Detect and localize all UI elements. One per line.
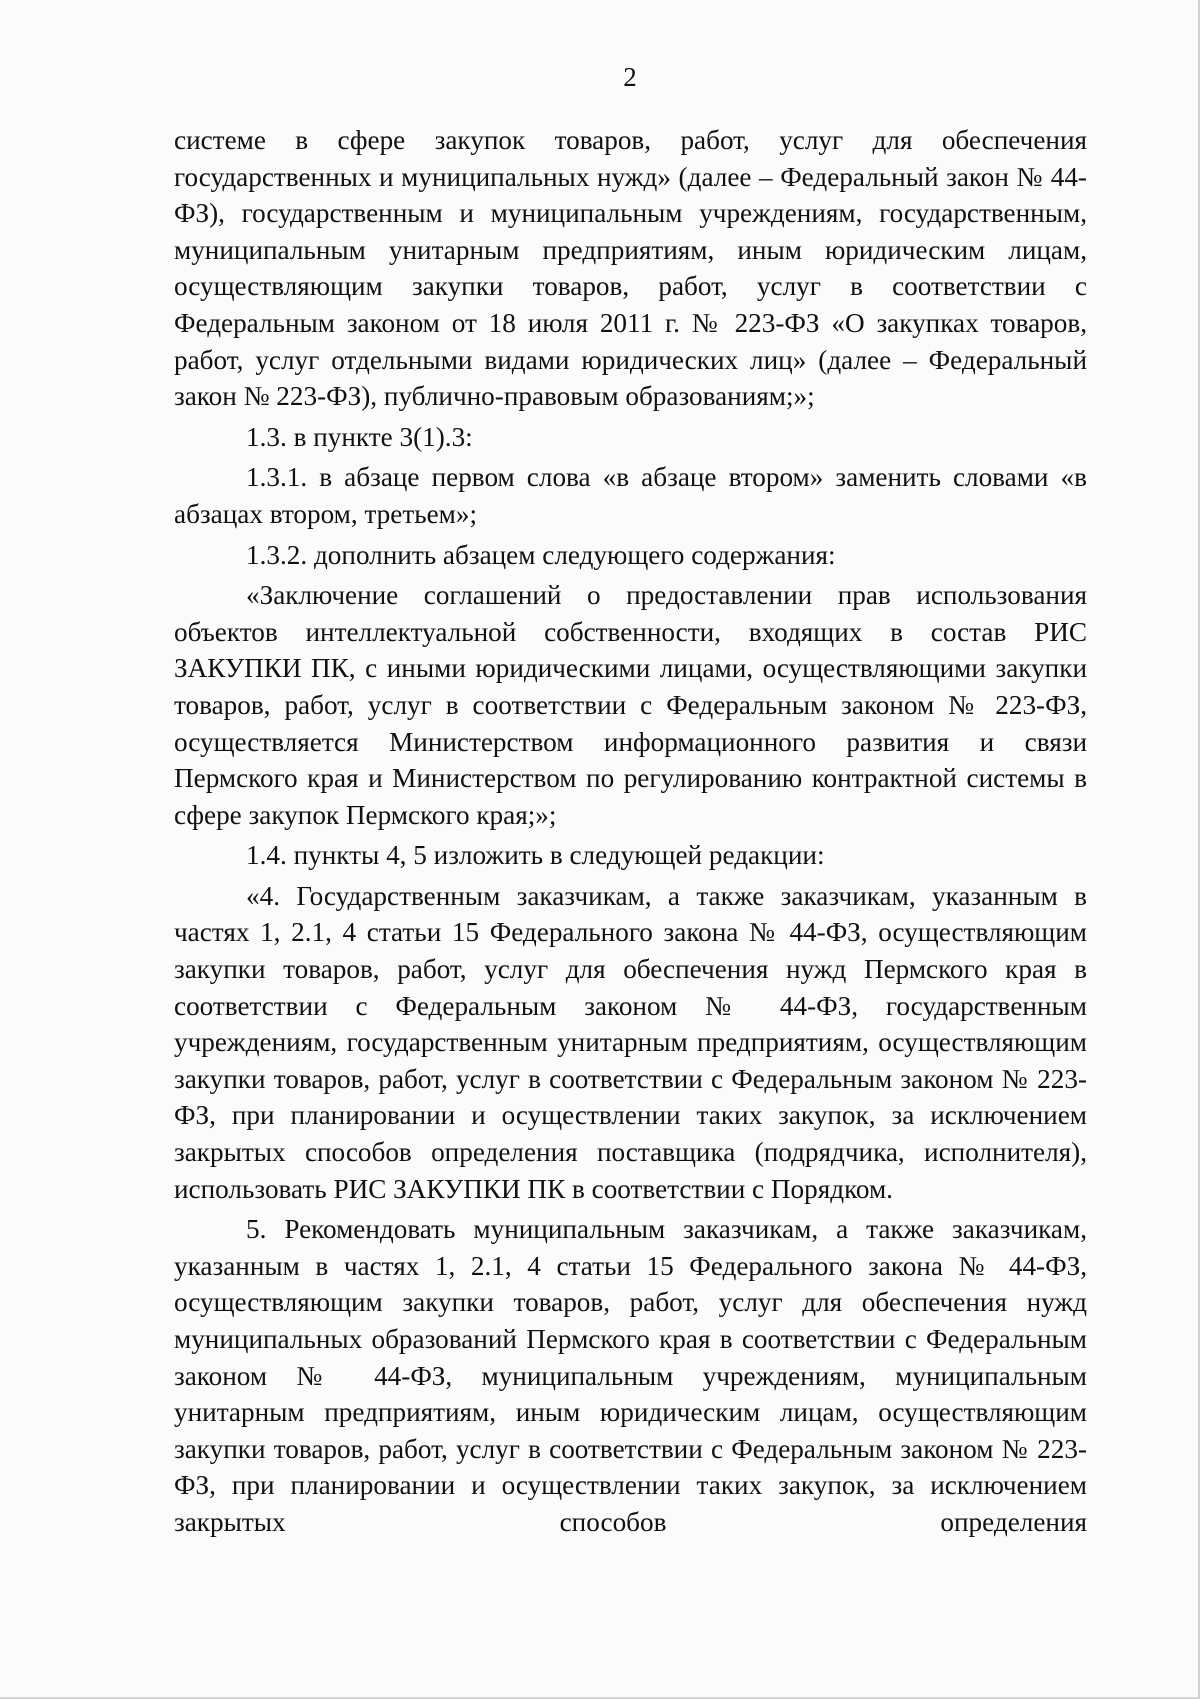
paragraph-1-4: 1.4. пункты 4, 5 изложить в следующей редакции: [246,840,825,871]
paragraph-quoted-agreements: «Заключение соглашений о предоставлении прав использования объектов интеллектуальной собственности, входящих в состав РИС ЗАКУПКИ ПК, с иными юридическими лицами, осуществляющими закупки товаров, работ, услуг в соответствии с Федеральным законом № 223-ФЗ, осуществляется Министерством информационного развития и связи Пермского края и Министерством по регулированию контрактной системы в сфере закупок Пермского края;»; [174,580,1087,830]
paragraph-continuation: системе в сфере закупок товаров, работ, услуг для обеспечения государственных и муниципальных нужд» (далее – Федеральный закон № 44-ФЗ), государственным и муниципальным учреждениям, государственным, муниципальным унитарным предприятиям, иным юридическим лицам, осуществляющим закупки товаров, работ, услуг в соответствии с Федеральным законом от 18 июля 2011 г. № 223-ФЗ «О закупках товаров, работ, услуг отдельными видами юридических лиц» (далее – Федеральный закон № 223-ФЗ), публично-правовым образованиям;»; [174,125,1087,412]
paragraph-1-3: 1.3. в пункте 3(1).3: [246,421,473,452]
page-number: 2 [623,62,637,92]
paragraph-1-3-2: 1.3.2. дополнить абзацем следующего содержания: [246,539,836,570]
paragraph-1-3-1: 1.3.1. в абзаце первом слова «в абзаце втором» заменить словами «в абзацах втором, третьем»; [174,462,1087,529]
paragraph-point-4: «4. Государственным заказчикам, а также заказчикам, указанным в частях 1, 2.1, 4 статьи 15 Федерального закона № 44-ФЗ, осуществляющим закупки товаров, работ, услуг для обеспечения нужд Пермского края в соответствии с Федеральным законом № 44-ФЗ, государственным учреждениям, государственным унитарным предприятиям, осуществляющим закупки товаров, работ, услуг в соответствии с Федеральным законом № 223-ФЗ, при планировании и осуществлении таких закупок, за исключением закрытых способов определения поставщика (подрядчика, исполнителя), использовать РИС ЗАКУПКИ ПК в соответствии с Порядком. [174,880,1087,1204]
document-body [174,122,1087,1541]
paragraph-point-5: 5. Рекомендовать муниципальным заказчикам, а также заказчикам, указанным в частях 1, 2.1, 4 статьи 15 Федерального закона № 44-ФЗ, осуществляющим закупки товаров, работ, услуг для обеспечения нужд муниципальных образований Пермского края в соответствии с Федеральным законом № 44-ФЗ, муниципальным учреждениям, муниципальным унитарным предприятиям, иным юридическим лицам, осуществляющим закупки товаров, работ, услуг в соответствии с Федеральным законом № 223-ФЗ, при планировании и осуществлении таких закупок, за исключением закрытых способов определения [174,1214,1087,1537]
